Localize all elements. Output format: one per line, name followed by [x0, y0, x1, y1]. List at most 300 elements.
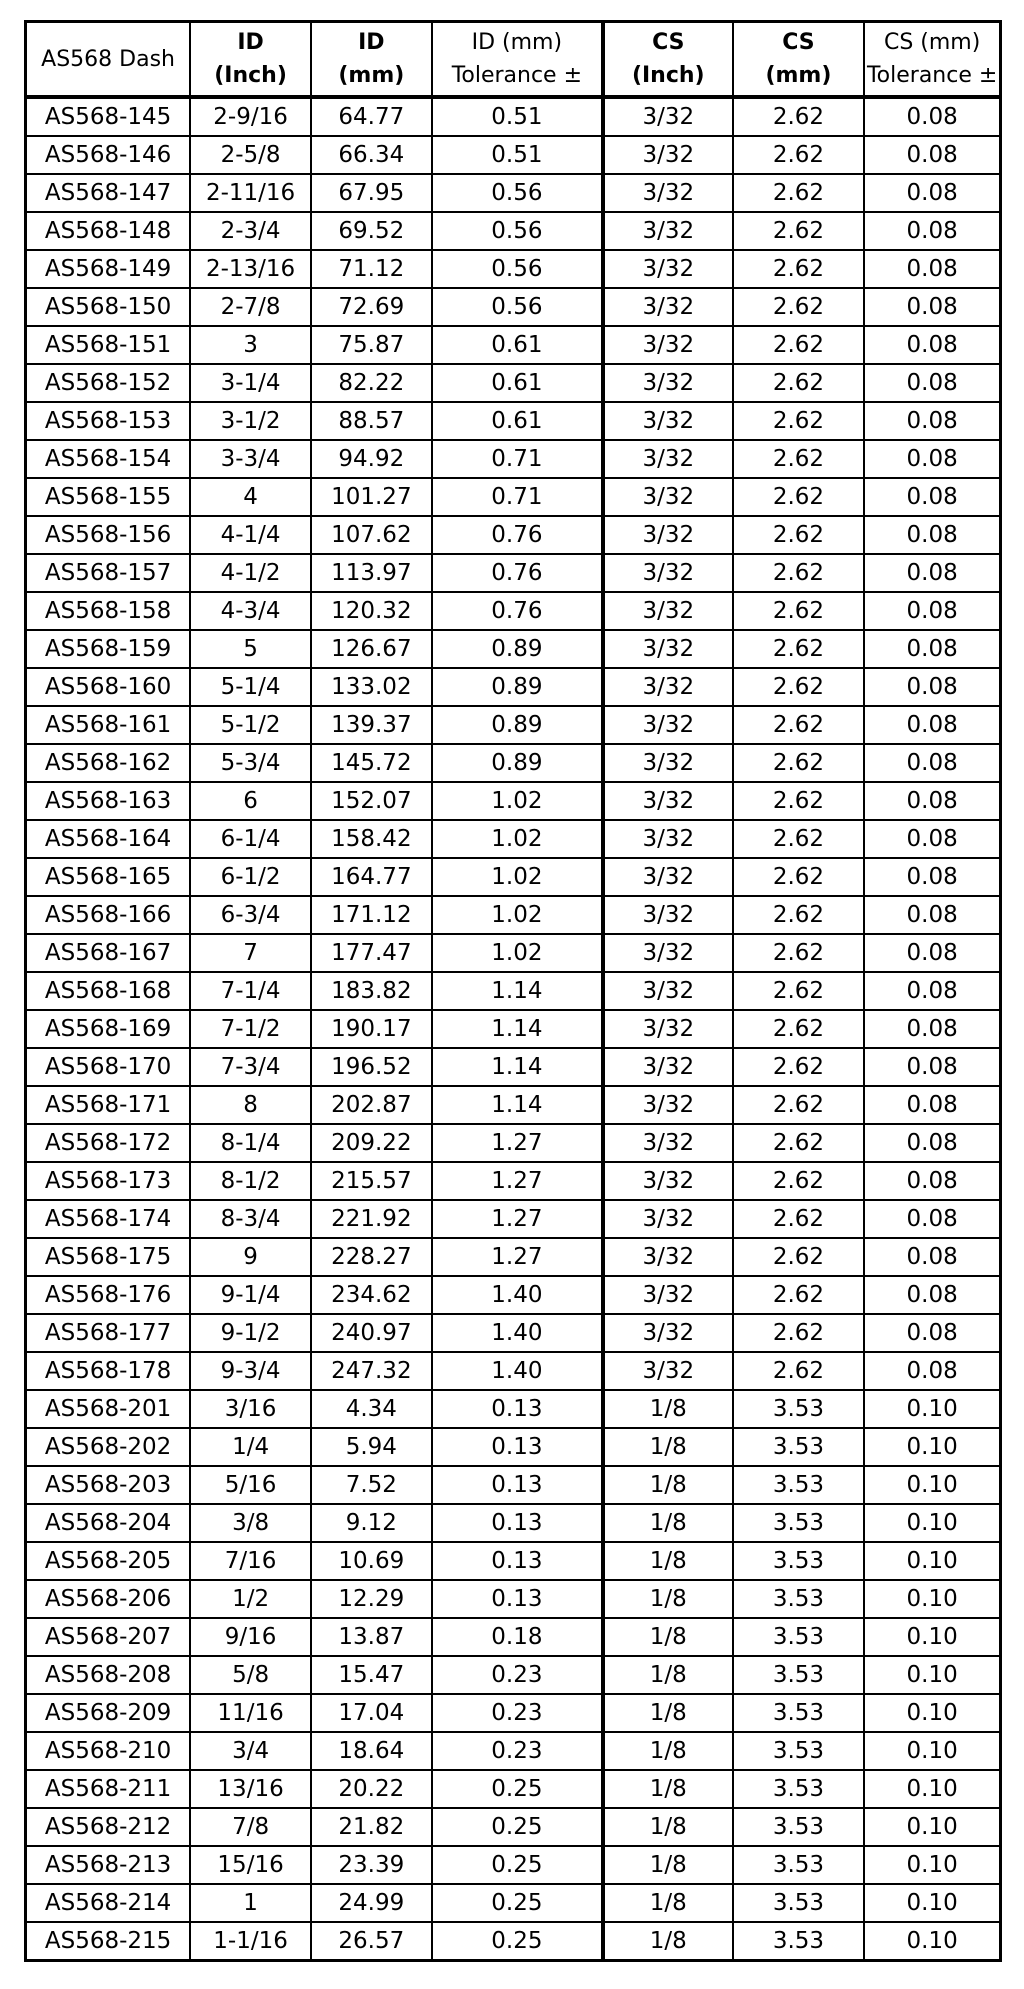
cell-id-mm: 17.04 — [311, 1694, 432, 1732]
cell-dash-number: AS568-149 — [26, 250, 191, 288]
cell-id-mm: 133.02 — [311, 668, 432, 706]
cell-cs-mm: 2.62 — [733, 97, 865, 136]
cell-dash-number: AS568-145 — [26, 97, 191, 136]
cell-cs-mm: 2.62 — [733, 1238, 865, 1276]
cell-id-mm: 101.27 — [311, 478, 432, 516]
cell-cs-tolerance: 0.10 — [864, 1618, 1000, 1656]
cell-id-mm: 20.22 — [311, 1770, 432, 1808]
cell-cs-tolerance: 0.08 — [864, 288, 1000, 326]
cell-cs-mm: 2.62 — [733, 212, 865, 250]
cell-id-tolerance: 0.89 — [432, 744, 603, 782]
cell-id-mm: 190.17 — [311, 1010, 432, 1048]
cell-id-inch: 8 — [190, 1086, 311, 1124]
cell-id-inch: 3/4 — [190, 1732, 311, 1770]
table-row — [26, 858, 1001, 896]
cell-cs-mm: 2.62 — [733, 288, 865, 326]
cell-id-mm: 107.62 — [311, 516, 432, 554]
table-row — [26, 972, 1001, 1010]
cell-id-tolerance: 0.76 — [432, 592, 603, 630]
cell-id-mm: 234.62 — [311, 1276, 432, 1314]
cell-cs-inch: 3/32 — [603, 934, 733, 972]
table-row — [26, 630, 1001, 668]
cell-cs-inch: 1/8 — [603, 1618, 733, 1656]
cell-cs-inch: 1/8 — [603, 1808, 733, 1846]
cell-id-tolerance: 0.25 — [432, 1770, 603, 1808]
cell-id-tolerance: 0.51 — [432, 136, 603, 174]
cell-cs-inch: 3/32 — [603, 630, 733, 668]
cell-cs-inch: 3/32 — [603, 250, 733, 288]
header-id-tolerance: ID (mm) Tolerance ± — [432, 22, 603, 98]
cell-cs-inch: 3/32 — [603, 478, 733, 516]
cell-id-tolerance: 1.27 — [432, 1124, 603, 1162]
cell-cs-mm: 2.62 — [733, 1200, 865, 1238]
table-row — [26, 326, 1001, 364]
table-row — [26, 1466, 1001, 1504]
table-row — [26, 1656, 1001, 1694]
cell-id-mm: 221.92 — [311, 1200, 432, 1238]
cell-cs-mm: 3.53 — [733, 1618, 865, 1656]
cell-id-inch: 2-3/4 — [190, 212, 311, 250]
cell-cs-inch: 3/32 — [603, 364, 733, 402]
cell-cs-mm: 3.53 — [733, 1542, 865, 1580]
cell-cs-tolerance: 0.10 — [864, 1428, 1000, 1466]
table-row — [26, 1314, 1001, 1352]
cell-cs-inch: 3/32 — [603, 668, 733, 706]
header-cs-inch: CS (Inch) — [603, 22, 733, 98]
cell-cs-mm: 3.53 — [733, 1884, 865, 1922]
cell-id-inch: 8-1/4 — [190, 1124, 311, 1162]
cell-cs-inch: 1/8 — [603, 1390, 733, 1428]
cell-id-tolerance: 0.89 — [432, 668, 603, 706]
cell-cs-mm: 3.53 — [733, 1656, 865, 1694]
cell-cs-mm: 2.62 — [733, 1124, 865, 1162]
cell-cs-tolerance: 0.08 — [864, 364, 1000, 402]
cell-id-tolerance: 1.40 — [432, 1352, 603, 1390]
header-id-inch: ID (Inch) — [190, 22, 311, 98]
cell-id-tolerance: 0.71 — [432, 478, 603, 516]
cell-cs-tolerance: 0.08 — [864, 1276, 1000, 1314]
cell-id-inch: 9/16 — [190, 1618, 311, 1656]
cell-dash-number: AS568-209 — [26, 1694, 191, 1732]
cell-id-tolerance: 0.76 — [432, 516, 603, 554]
table-row — [26, 402, 1001, 440]
cell-cs-inch: 3/32 — [603, 1162, 733, 1200]
cell-id-inch: 7 — [190, 934, 311, 972]
cell-id-inch: 7-1/4 — [190, 972, 311, 1010]
cell-cs-mm: 2.62 — [733, 668, 865, 706]
cell-id-tolerance: 1.14 — [432, 1086, 603, 1124]
cell-cs-tolerance: 0.08 — [864, 250, 1000, 288]
cell-id-inch: 5/16 — [190, 1466, 311, 1504]
cell-dash-number: AS568-171 — [26, 1086, 191, 1124]
cell-dash-number: AS568-172 — [26, 1124, 191, 1162]
cell-cs-mm: 2.62 — [733, 1048, 865, 1086]
table-row — [26, 1428, 1001, 1466]
cell-cs-mm: 2.62 — [733, 250, 865, 288]
cell-id-mm: 152.07 — [311, 782, 432, 820]
cell-id-inch: 4 — [190, 478, 311, 516]
cell-cs-mm: 2.62 — [733, 744, 865, 782]
cell-cs-inch: 3/32 — [603, 1314, 733, 1352]
table-row — [26, 1048, 1001, 1086]
cell-dash-number: AS568-208 — [26, 1656, 191, 1694]
cell-id-mm: 24.99 — [311, 1884, 432, 1922]
cell-id-mm: 75.87 — [311, 326, 432, 364]
table-row — [26, 212, 1001, 250]
cell-cs-tolerance: 0.08 — [864, 516, 1000, 554]
cell-cs-tolerance: 0.10 — [864, 1580, 1000, 1618]
cell-dash-number: AS568-167 — [26, 934, 191, 972]
table-row — [26, 1276, 1001, 1314]
cell-id-mm: 183.82 — [311, 972, 432, 1010]
cell-id-tolerance: 0.61 — [432, 326, 603, 364]
cell-cs-inch: 3/32 — [603, 1276, 733, 1314]
cell-id-inch: 9-1/2 — [190, 1314, 311, 1352]
cell-dash-number: AS568-157 — [26, 554, 191, 592]
cell-id-mm: 18.64 — [311, 1732, 432, 1770]
cell-cs-tolerance: 0.08 — [864, 326, 1000, 364]
cell-id-inch: 3 — [190, 326, 311, 364]
cell-id-tolerance: 0.13 — [432, 1504, 603, 1542]
cell-id-tolerance: 0.13 — [432, 1466, 603, 1504]
table-row — [26, 744, 1001, 782]
cell-cs-inch: 3/32 — [603, 1124, 733, 1162]
cell-id-inch: 1/2 — [190, 1580, 311, 1618]
cell-id-inch: 11/16 — [190, 1694, 311, 1732]
cell-id-mm: 158.42 — [311, 820, 432, 858]
cell-dash-number: AS568-164 — [26, 820, 191, 858]
cell-id-tolerance: 0.13 — [432, 1542, 603, 1580]
cell-cs-tolerance: 0.10 — [864, 1732, 1000, 1770]
cell-id-mm: 66.34 — [311, 136, 432, 174]
cell-id-inch: 5/8 — [190, 1656, 311, 1694]
cell-dash-number: AS568-203 — [26, 1466, 191, 1504]
cell-id-tolerance: 0.61 — [432, 364, 603, 402]
table-row — [26, 1162, 1001, 1200]
cell-id-tolerance: 0.23 — [432, 1732, 603, 1770]
cell-id-tolerance: 0.25 — [432, 1884, 603, 1922]
cell-dash-number: AS568-159 — [26, 630, 191, 668]
cell-cs-tolerance: 0.08 — [864, 744, 1000, 782]
cell-dash-number: AS568-215 — [26, 1922, 191, 1961]
cell-id-mm: 228.27 — [311, 1238, 432, 1276]
table-row — [26, 1846, 1001, 1884]
cell-id-inch: 7/8 — [190, 1808, 311, 1846]
cell-dash-number: AS568-162 — [26, 744, 191, 782]
cell-cs-tolerance: 0.08 — [864, 972, 1000, 1010]
cell-dash-number: AS568-160 — [26, 668, 191, 706]
cell-cs-tolerance: 0.08 — [864, 858, 1000, 896]
cell-cs-mm: 2.62 — [733, 554, 865, 592]
cell-cs-inch: 3/32 — [603, 516, 733, 554]
cell-dash-number: AS568-150 — [26, 288, 191, 326]
cell-id-mm: 88.57 — [311, 402, 432, 440]
cell-id-tolerance: 1.27 — [432, 1162, 603, 1200]
cell-id-tolerance: 1.02 — [432, 896, 603, 934]
table-row — [26, 1770, 1001, 1808]
cell-id-mm: 240.97 — [311, 1314, 432, 1352]
cell-cs-mm: 3.53 — [733, 1390, 865, 1428]
cell-cs-mm: 2.62 — [733, 782, 865, 820]
cell-cs-tolerance: 0.08 — [864, 820, 1000, 858]
cell-cs-inch: 3/32 — [603, 782, 733, 820]
cell-cs-tolerance: 0.10 — [864, 1770, 1000, 1808]
cell-id-mm: 21.82 — [311, 1808, 432, 1846]
table-body — [26, 97, 1001, 1961]
cell-id-mm: 64.77 — [311, 97, 432, 136]
table-row — [26, 516, 1001, 554]
cell-dash-number: AS568-154 — [26, 440, 191, 478]
table-row — [26, 250, 1001, 288]
cell-id-inch: 9-1/4 — [190, 1276, 311, 1314]
cell-cs-inch: 3/32 — [603, 1048, 733, 1086]
table-row — [26, 136, 1001, 174]
oring-size-table — [24, 20, 1002, 1962]
cell-id-mm: 139.37 — [311, 706, 432, 744]
cell-id-inch: 2-13/16 — [190, 250, 311, 288]
cell-cs-tolerance: 0.08 — [864, 554, 1000, 592]
cell-id-tolerance: 0.25 — [432, 1846, 603, 1884]
cell-cs-tolerance: 0.08 — [864, 1048, 1000, 1086]
table-row — [26, 1200, 1001, 1238]
cell-cs-tolerance: 0.10 — [864, 1390, 1000, 1428]
cell-cs-inch: 1/8 — [603, 1846, 733, 1884]
cell-id-tolerance: 0.25 — [432, 1922, 603, 1961]
cell-id-tolerance: 1.02 — [432, 858, 603, 896]
cell-cs-mm: 2.62 — [733, 858, 865, 896]
cell-cs-mm: 2.62 — [733, 706, 865, 744]
cell-cs-tolerance: 0.08 — [864, 1162, 1000, 1200]
table-row — [26, 174, 1001, 212]
cell-dash-number: AS568-207 — [26, 1618, 191, 1656]
cell-id-inch: 2-5/8 — [190, 136, 311, 174]
cell-id-mm: 13.87 — [311, 1618, 432, 1656]
cell-cs-mm: 2.62 — [733, 402, 865, 440]
cell-id-tolerance: 0.51 — [432, 97, 603, 136]
cell-cs-inch: 1/8 — [603, 1694, 733, 1732]
cell-id-mm: 12.29 — [311, 1580, 432, 1618]
header-cs-mm: CS (mm) — [733, 22, 865, 98]
cell-dash-number: AS568-206 — [26, 1580, 191, 1618]
table-header — [26, 22, 1001, 98]
cell-id-mm: 15.47 — [311, 1656, 432, 1694]
cell-id-mm: 82.22 — [311, 364, 432, 402]
cell-cs-inch: 1/8 — [603, 1656, 733, 1694]
cell-id-inch: 3-3/4 — [190, 440, 311, 478]
cell-id-tolerance: 0.23 — [432, 1694, 603, 1732]
cell-dash-number: AS568-146 — [26, 136, 191, 174]
cell-cs-tolerance: 0.10 — [864, 1694, 1000, 1732]
cell-cs-mm: 2.62 — [733, 592, 865, 630]
table-row — [26, 1352, 1001, 1390]
cell-id-inch: 3-1/2 — [190, 402, 311, 440]
cell-id-inch: 5 — [190, 630, 311, 668]
cell-id-mm: 126.67 — [311, 630, 432, 668]
cell-cs-inch: 3/32 — [603, 744, 733, 782]
cell-id-inch: 4-1/2 — [190, 554, 311, 592]
cell-id-tolerance: 1.14 — [432, 1048, 603, 1086]
cell-id-inch: 1 — [190, 1884, 311, 1922]
cell-cs-inch: 1/8 — [603, 1884, 733, 1922]
cell-cs-tolerance: 0.10 — [864, 1922, 1000, 1961]
cell-id-tolerance: 1.02 — [432, 934, 603, 972]
cell-dash-number: AS568-175 — [26, 1238, 191, 1276]
cell-cs-mm: 3.53 — [733, 1580, 865, 1618]
cell-id-tolerance: 1.14 — [432, 972, 603, 1010]
cell-id-inch: 7/16 — [190, 1542, 311, 1580]
table-row — [26, 1238, 1001, 1276]
cell-id-tolerance: 0.13 — [432, 1390, 603, 1428]
cell-id-tolerance: 0.18 — [432, 1618, 603, 1656]
table-row — [26, 1618, 1001, 1656]
cell-cs-tolerance: 0.08 — [864, 1086, 1000, 1124]
table-row — [26, 1884, 1001, 1922]
cell-cs-mm: 2.62 — [733, 1086, 865, 1124]
cell-cs-mm: 2.62 — [733, 440, 865, 478]
cell-cs-mm: 3.53 — [733, 1770, 865, 1808]
cell-id-tolerance: 0.23 — [432, 1656, 603, 1694]
table-row — [26, 288, 1001, 326]
cell-id-mm: 72.69 — [311, 288, 432, 326]
cell-cs-inch: 3/32 — [603, 820, 733, 858]
cell-cs-tolerance: 0.08 — [864, 174, 1000, 212]
table-row — [26, 1732, 1001, 1770]
table-row — [26, 1542, 1001, 1580]
cell-dash-number: AS568-201 — [26, 1390, 191, 1428]
cell-id-mm: 67.95 — [311, 174, 432, 212]
table-row — [26, 668, 1001, 706]
cell-id-mm: 94.92 — [311, 440, 432, 478]
cell-cs-inch: 3/32 — [603, 440, 733, 478]
cell-cs-mm: 2.62 — [733, 174, 865, 212]
cell-id-tolerance: 0.56 — [432, 174, 603, 212]
cell-id-tolerance: 1.02 — [432, 782, 603, 820]
cell-dash-number: AS568-204 — [26, 1504, 191, 1542]
cell-id-tolerance: 1.27 — [432, 1238, 603, 1276]
cell-id-tolerance: 1.40 — [432, 1314, 603, 1352]
cell-id-mm: 196.52 — [311, 1048, 432, 1086]
cell-cs-inch: 3/32 — [603, 402, 733, 440]
cell-id-inch: 15/16 — [190, 1846, 311, 1884]
cell-id-mm: 171.12 — [311, 896, 432, 934]
cell-dash-number: AS568-177 — [26, 1314, 191, 1352]
cell-id-inch: 3/8 — [190, 1504, 311, 1542]
table-row — [26, 1580, 1001, 1618]
cell-cs-inch: 3/32 — [603, 136, 733, 174]
cell-dash-number: AS568-156 — [26, 516, 191, 554]
cell-dash-number: AS568-163 — [26, 782, 191, 820]
cell-cs-tolerance: 0.10 — [864, 1656, 1000, 1694]
table-row — [26, 1390, 1001, 1428]
cell-id-tolerance: 0.71 — [432, 440, 603, 478]
header-row — [26, 22, 1001, 98]
cell-id-tolerance: 0.56 — [432, 212, 603, 250]
cell-id-inch: 8-1/2 — [190, 1162, 311, 1200]
cell-id-mm: 4.34 — [311, 1390, 432, 1428]
cell-cs-inch: 3/32 — [603, 174, 733, 212]
cell-id-mm: 69.52 — [311, 212, 432, 250]
cell-cs-inch: 3/32 — [603, 1086, 733, 1124]
cell-cs-tolerance: 0.08 — [864, 1238, 1000, 1276]
cell-cs-tolerance: 0.10 — [864, 1504, 1000, 1542]
cell-id-inch: 7-3/4 — [190, 1048, 311, 1086]
cell-id-tolerance: 0.89 — [432, 706, 603, 744]
cell-cs-tolerance: 0.08 — [864, 592, 1000, 630]
table-row — [26, 478, 1001, 516]
cell-id-inch: 2-11/16 — [190, 174, 311, 212]
cell-cs-mm: 3.53 — [733, 1922, 865, 1961]
cell-cs-inch: 3/32 — [603, 97, 733, 136]
cell-dash-number: AS568-166 — [26, 896, 191, 934]
cell-id-tolerance: 0.13 — [432, 1428, 603, 1466]
cell-id-mm: 113.97 — [311, 554, 432, 592]
cell-id-mm: 202.87 — [311, 1086, 432, 1124]
cell-id-mm: 10.69 — [311, 1542, 432, 1580]
cell-id-mm: 247.32 — [311, 1352, 432, 1390]
cell-id-tolerance: 0.56 — [432, 250, 603, 288]
cell-cs-inch: 3/32 — [603, 972, 733, 1010]
cell-cs-tolerance: 0.08 — [864, 440, 1000, 478]
cell-dash-number: AS568-158 — [26, 592, 191, 630]
cell-cs-tolerance: 0.10 — [864, 1808, 1000, 1846]
cell-dash-number: AS568-213 — [26, 1846, 191, 1884]
cell-dash-number: AS568-205 — [26, 1542, 191, 1580]
cell-id-inch: 5-3/4 — [190, 744, 311, 782]
cell-id-mm: 215.57 — [311, 1162, 432, 1200]
cell-cs-inch: 1/8 — [603, 1770, 733, 1808]
cell-cs-inch: 3/32 — [603, 896, 733, 934]
cell-dash-number: AS568-214 — [26, 1884, 191, 1922]
cell-dash-number: AS568-168 — [26, 972, 191, 1010]
cell-cs-mm: 2.62 — [733, 1276, 865, 1314]
cell-id-mm: 26.57 — [311, 1922, 432, 1961]
cell-cs-tolerance: 0.08 — [864, 478, 1000, 516]
cell-id-mm: 164.77 — [311, 858, 432, 896]
oring-size-table-container — [24, 20, 1004, 1962]
cell-dash-number: AS568-161 — [26, 706, 191, 744]
cell-cs-tolerance: 0.08 — [864, 896, 1000, 934]
cell-cs-mm: 3.53 — [733, 1694, 865, 1732]
cell-cs-mm: 3.53 — [733, 1466, 865, 1504]
cell-id-inch: 6-3/4 — [190, 896, 311, 934]
table-row — [26, 1124, 1001, 1162]
cell-cs-inch: 1/8 — [603, 1542, 733, 1580]
cell-dash-number: AS568-176 — [26, 1276, 191, 1314]
cell-cs-mm: 2.62 — [733, 326, 865, 364]
cell-id-inch: 6-1/4 — [190, 820, 311, 858]
cell-dash-number: AS568-153 — [26, 402, 191, 440]
table-row — [26, 97, 1001, 136]
table-row — [26, 820, 1001, 858]
cell-id-tolerance: 0.89 — [432, 630, 603, 668]
cell-id-tolerance: 0.56 — [432, 288, 603, 326]
cell-cs-mm: 2.62 — [733, 1314, 865, 1352]
cell-id-inch: 1-1/16 — [190, 1922, 311, 1961]
cell-cs-inch: 3/32 — [603, 1238, 733, 1276]
cell-cs-inch: 1/8 — [603, 1504, 733, 1542]
cell-id-inch: 6-1/2 — [190, 858, 311, 896]
cell-id-mm: 71.12 — [311, 250, 432, 288]
cell-cs-inch: 3/32 — [603, 212, 733, 250]
cell-id-tolerance: 0.76 — [432, 554, 603, 592]
cell-cs-tolerance: 0.08 — [864, 934, 1000, 972]
cell-id-inch: 5-1/2 — [190, 706, 311, 744]
cell-cs-tolerance: 0.08 — [864, 630, 1000, 668]
cell-cs-tolerance: 0.08 — [864, 1200, 1000, 1238]
cell-id-mm: 209.22 — [311, 1124, 432, 1162]
table-row — [26, 1086, 1001, 1124]
cell-cs-inch: 3/32 — [603, 1010, 733, 1048]
